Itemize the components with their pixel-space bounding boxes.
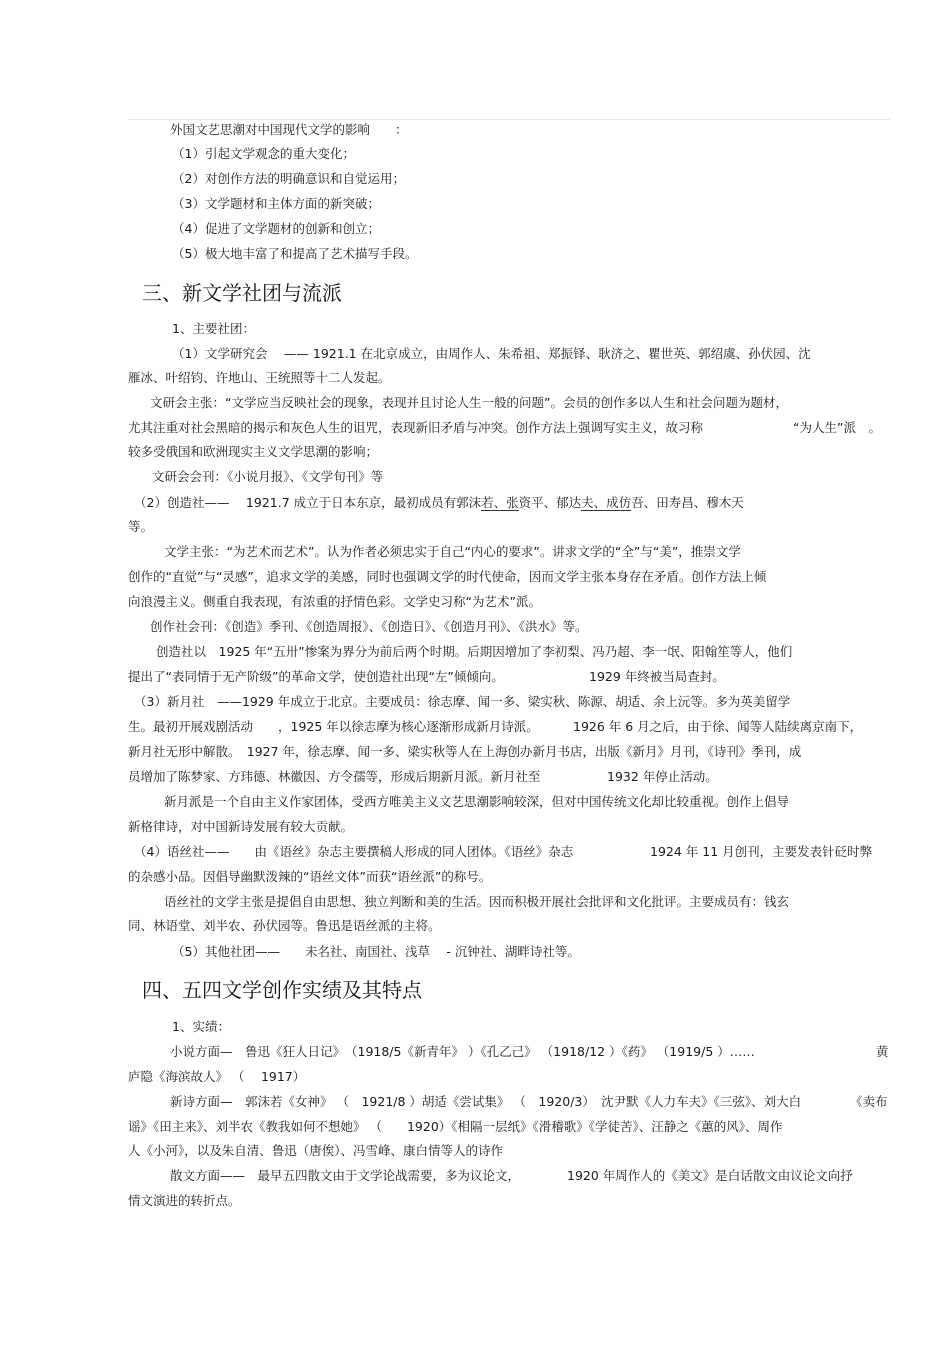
wxyjh-line-6: 文研会会刊：《小说月报》、《文学旬刊》等 [152,469,384,484]
other-societies: （5）其他社团—— 未名社、南国社、浅草 - 沉钟社、湖畔诗社等。 [172,944,580,959]
czs-underlined-2: 夫、成仿 [581,495,632,510]
czs-line-2: 等。 [128,519,154,534]
poetry-line-1b: 《卖布 [850,1094,888,1109]
czs-line-1 [134,495,744,511]
novel-line-2: 庐隐《海滨故人》 （ 1917） [128,1069,306,1084]
yss-line-3: 语丝社的文学主张是提倡自由思想、独立判断和美的生活。因而积极开展社会批评和文化批评。主要成员有：钱玄 [164,894,790,909]
czs-line-1a: （2）创造社—— 1921.7 成立于日本东京，最初成员有郭沫 [134,495,482,510]
xys-line-3: 新月社无形中解散。 1927 年，徐志摩、闻一多、梁实秋等人在上海创办新月书店，出版《新月》月刊，《诗刊》季刊，成 [128,744,802,759]
intro-item-4: （4）促进了文学题材的创新和创立； [172,221,380,236]
yss-line-4: 同、林语堂、刘半农、孙伏园等。鲁迅是语丝派的主将。 [128,918,441,933]
poetry-line-2: 谣》《田主来》、刘半农《教我如何不想她》 （ 1920）《相隔一层纸》《滑稽歌》《学徒苦》、汪静之《蕙的风》、周作 [128,1119,783,1134]
czs-line-1c: 吾、田寿昌、穆木天 [631,495,744,510]
czs-line-4: 创作的“直觉”与“灵感”，追求文学的美感，同时也强调文学的时代使命，因而文学主张本身存在矛盾。创作方法上倾 [128,569,767,584]
czs-line-8a: 提出了“表同情于无产阶级”的革命文学，使创造社出现“左”倾倾向。 [128,669,504,684]
wxyjh-line-5: 较多受俄国和欧洲现实主义文学思潮的影响； [128,444,379,459]
wxyjh-line-2: 雁冰、叶绍钧、许地山、王统照等十二人发起。 [128,370,391,385]
xys-line-6: 新格律诗，对中国新诗发展有较大贡献。 [128,819,354,834]
section-3-sub: 1、主要社团： [172,321,255,336]
czs-line-8b: 1929 年终被当局查封。 [589,669,725,684]
prose-line-1b: 1920 年周作人的《美文》是白话散文由议论文向抒 [567,1168,853,1183]
xys-line-2a: 生。最初开展戏剧活动 ，1925 年以徐志摩为核心逐渐形成新月诗派。 [128,719,539,734]
intro-title: 外国文艺思潮对中国现代文学的影响 ： [170,122,408,137]
poetry-line-3: 人《小河》，以及朱自清、鲁迅（唐俟）、冯雪峰、康白情等人的诗作 [128,1143,504,1158]
xys-line-4b: 1932 年停止活动。 [607,769,718,784]
wxyjh-line-4b: “为人生”派 。 [793,420,881,435]
section-3-heading: 三、新文学社团与流派 [142,281,342,305]
yss-line-2: 的杂感小品。因倡导幽默泼辣的“语丝文体”而获“语丝派”的称号。 [128,869,492,884]
czs-line-5: 向浪漫主义。侧重自我表现，有浓重的抒情色彩。文学史习称“为艺术”派。 [128,594,541,609]
prose-line-2: 情文演进的转折点。 [128,1193,241,1208]
novel-line-1b: 黄 [876,1044,889,1059]
czs-line-7: 创造社以 1925 年“五卅”惨案为界分为前后两个时期。后期因增加了李初梨、冯乃超、李一氓、阳翰笙等人，他们 [156,644,793,659]
top-rule [128,119,890,120]
prose-line-1a: 散文方面—— 最早五四散文由于文学论战需要，多为议论文， [170,1168,521,1183]
intro-item-1: （1）引起文学观念的重大变化； [172,146,355,161]
xys-line-1: （3）新月社 ——1929 年成立于北京。主要成员：徐志摩、闻一多、梁实秋、陈源、胡适、余上沅等。多为英美留学 [134,694,791,709]
yss-line-1a: （4）语丝社—— 由《语丝》杂志主要撰稿人形成的同人团体。《语丝》杂志 [134,844,574,859]
intro-item-3: （3）文学题材和主体方面的新突破； [172,196,380,211]
xys-line-5: 新月派是一个自由主义作家团体，受西方唯美主义文艺思潮影响较深，但对中国传统文化却比较重视。创作上倡导 [164,794,790,809]
czs-line-3: 文学主张：“为艺术而艺术”。认为作者必须忠实于自己“内心的要求”。讲求文学的“全”与“美”，推崇文学 [164,544,741,559]
yss-line-1b: 1924 年 11 月创刊，主要发表针砭时弊 [650,844,873,859]
wxyjh-line-3: 文研会主张：“文学应当反映社会的现象，表现并且讨论人生一般的问题”。会员的创作多以人生和社会问题为题材， [150,395,788,410]
wxyjh-line-4a: 尤其注重对社会黑暗的揭示和灰色人生的诅咒，表现新旧矛盾与冲突。创作方法上强调写实主义，故习称 [128,420,704,435]
intro-item-2: （2）对创作方法的明确意识和自觉运用； [172,171,405,186]
czs-line-1b: 资平、郁达 [518,495,582,510]
xys-line-2b: 1926 年 6 月之后，由于徐、闻等人陆续离京南下， [573,719,863,734]
poetry-line-1a: 新诗方面— 郭沫若《女神》 （ 1921/8 ）胡适《尝试集》 （ 1920/3） 沈尹默《人力车夫》《三弦》、刘大白 [170,1094,802,1109]
czs-line-6: 创作社会刊：《创造》季刊、《创造周报》、《创造日》、《创造月刊》、《洪水》等。 [150,619,588,634]
xys-line-4a: 员增加了陈梦家、方玮德、林徽因、方令孺等，形成后期新月派。新月社至 [128,769,541,784]
czs-underlined-1: 若、张 [481,495,519,510]
wxyjh-line-1: （1）文学研究会 —— 1921.1 在北京成立，由周作人、朱希祖、郑振铎、耿济之、瞿世英、郭绍虞、孙伏园、沈 [172,346,811,361]
section-4-sub: 1、实绩： [172,1019,230,1034]
section-4-heading: 四、五四文学创作实绩及其特点 [142,978,422,1002]
intro-item-5: （5）极大地丰富了和提高了艺术描写手段。 [172,246,418,261]
novel-line-1a: 小说方面— 鲁迅《狂人日记》 （1918/5《新青年》 ）《孔乙己》 （1918/12 ）《药》 （1919/5 ）…… [170,1044,755,1059]
